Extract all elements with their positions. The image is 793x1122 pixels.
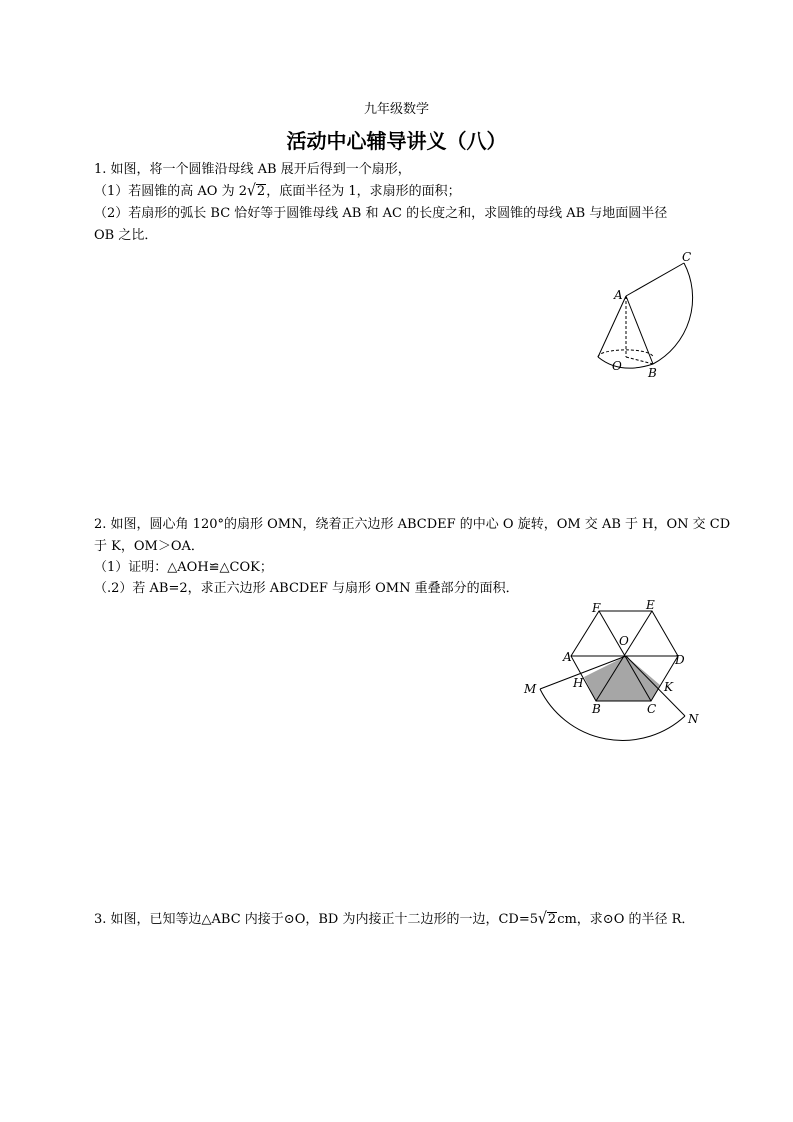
grade-label: 九年级数学	[363, 102, 429, 117]
q3-line-1	[94, 908, 694, 927]
q2-label-B: B	[592, 702, 601, 716]
q1-label-O: O	[612, 359, 622, 373]
q2-label-M: M	[524, 682, 537, 696]
q1-label-B: B	[648, 366, 657, 380]
q2-label-K: K	[664, 680, 673, 694]
q1-line-1: 1. 如图，将一个圆锥沿母线 AB 展开后得到一个扇形，	[94, 162, 411, 177]
q2-line-3: （1）证明：△AOH≌△COK；	[94, 560, 273, 575]
q2-label-E: E	[646, 598, 655, 612]
q2-label-F: F	[592, 601, 601, 615]
q1-line-2	[94, 180, 461, 199]
q2-label-A: A	[563, 650, 572, 664]
sqrt-sign-icon: √	[538, 909, 547, 929]
q1-radicand: 2	[256, 184, 266, 199]
sqrt-sign-icon: √	[247, 181, 256, 201]
q2-label-O: O	[619, 634, 629, 648]
q1-line-3: （2）若扇形的弧长 BC 恰好等于圆锥母线 AB 和 AC 的长度之和，求圆锥的母线 AB 与地面圆半径	[94, 206, 668, 221]
q2-label-D: D	[675, 653, 685, 667]
q1-line-2-b: ，底面半径为 1，求扇形的面积；	[266, 184, 461, 199]
q1-label-C: C	[682, 250, 692, 264]
q1-line-4: OB 之比．	[94, 228, 158, 243]
q1-cone-figure	[580, 245, 710, 385]
q1-label-A: A	[614, 288, 623, 302]
q2-line-1: 2. 如图，圆心角 120°的扇形 OMN，绕着正六边形 ABCDEF 的中心 O 旋转，OM 交 AB 于 H，ON 交 CD	[94, 517, 731, 532]
q2-hexagon-figure	[518, 595, 708, 765]
q2-line-4: （.2）若 AB=2，求正六边形 ABCDEF 与扇形 OMN 重叠部分的面积．	[94, 581, 519, 596]
q3-radicand: 2	[547, 912, 557, 927]
q2-label-C: C	[647, 702, 657, 716]
q1-line-2-a: （1）若圆锥的高 AO 为 2	[94, 184, 247, 199]
q2-label-N: N	[688, 712, 699, 726]
q2-label-H: H	[573, 676, 584, 690]
q2-line-2: 于 K，OM＞OA．	[94, 539, 204, 554]
q3-line-1-b: cm，求⊙O 的半径 R．	[557, 912, 695, 927]
page-title: 活动中心辅导讲义（八）	[286, 129, 507, 153]
q3-line-1-a: 3. 如图，已知等边△ABC 内接于⊙O，BD 为内接正十二边形的一边，CD=5	[94, 912, 538, 927]
